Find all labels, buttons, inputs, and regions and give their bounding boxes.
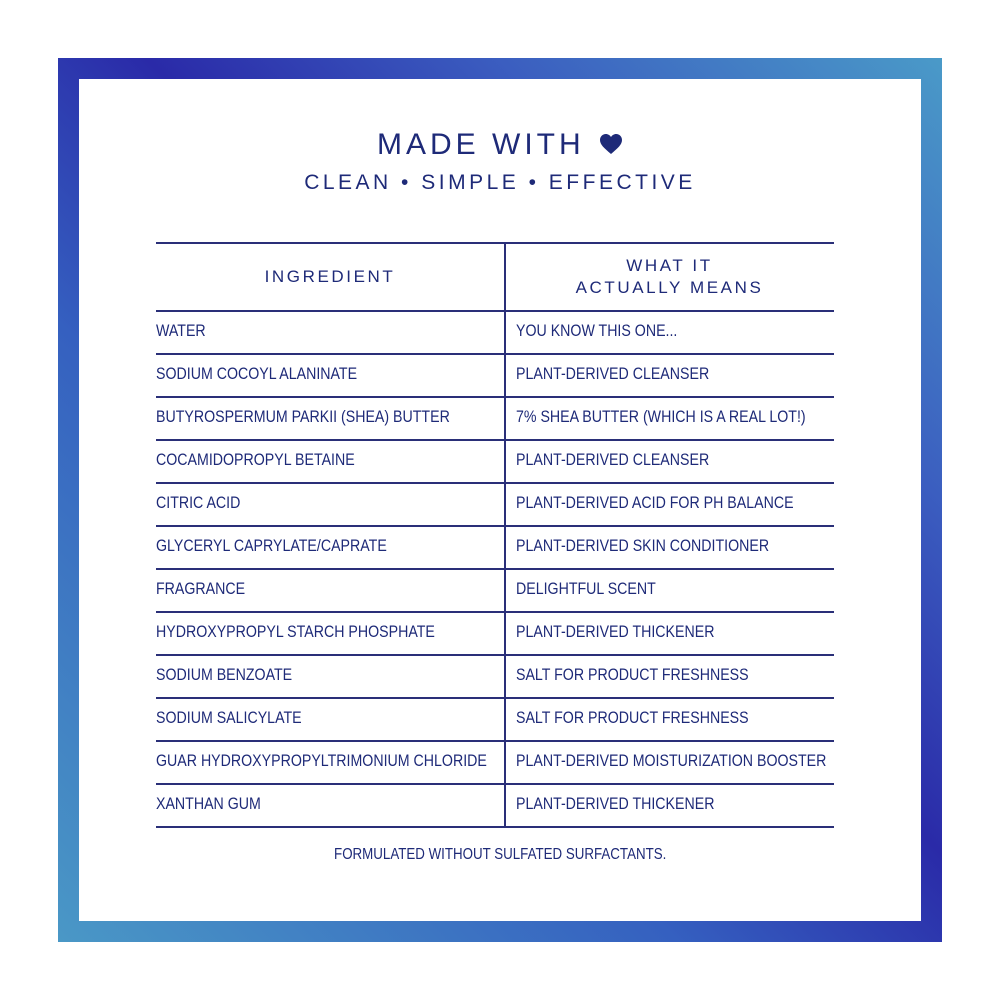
meaning-cell: YOU KNOW THIS ONE... xyxy=(516,322,678,340)
header-rule xyxy=(156,310,834,312)
ingredient-cell: SODIUM SALICYLATE xyxy=(156,709,302,727)
ingredient-cell: GUAR HYDROXYPROPYLTRIMONIUM CHLORIDE xyxy=(156,752,487,770)
ingredient-cell: COCAMIDOPROPYL BETAINE xyxy=(156,451,355,469)
row-rule xyxy=(156,611,834,613)
page-subtitle: CLEAN • SIMPLE • EFFECTIVE xyxy=(304,171,696,194)
row-rule xyxy=(156,525,834,527)
row-rule xyxy=(156,439,834,441)
meaning-cell: PLANT-DERIVED CLEANSER xyxy=(516,365,710,383)
ingredient-cell: GLYCERYL CAPRYLATE/CAPRATE xyxy=(156,537,387,555)
footer-note: FORMULATED WITHOUT SULFATED SURFACTANTS. xyxy=(333,846,667,863)
meaning-cell: PLANT-DERIVED ACID FOR PH BALANCE xyxy=(516,494,794,512)
meaning-cell: PLANT-DERIVED CLEANSER xyxy=(516,451,710,469)
ingredient-cell: HYDROXYPROPYL STARCH PHOSPHATE xyxy=(156,623,435,641)
ingredient-cell: SODIUM BENZOATE xyxy=(156,666,293,684)
row-rule xyxy=(156,353,834,355)
row-rule xyxy=(156,482,834,484)
page-title xyxy=(0,128,1000,163)
meaning-cell: SALT FOR PRODUCT FRESHNESS xyxy=(516,709,749,727)
table-top-rule xyxy=(156,242,834,244)
row-rule xyxy=(156,396,834,398)
ingredient-cell: BUTYROSPERMUM PARKII (SHEA) BUTTER xyxy=(156,408,450,426)
meaning-cell: PLANT-DERIVED SKIN CONDITIONER xyxy=(516,537,770,555)
row-rule xyxy=(156,654,834,656)
title-text: MADE WITH xyxy=(377,128,585,161)
row-rule xyxy=(156,783,834,785)
meaning-cell: PLANT-DERIVED THICKENER xyxy=(516,795,715,813)
ingredient-column-header: INGREDIENT xyxy=(264,267,396,286)
meaning-cell: PLANT-DERIVED MOISTURIZATION BOOSTER xyxy=(516,752,827,770)
row-rule xyxy=(156,568,834,570)
ingredient-cell: SODIUM COCOYL ALANINATE xyxy=(156,365,358,383)
meaning-cell: SALT FOR PRODUCT FRESHNESS xyxy=(516,666,749,684)
row-rule xyxy=(156,697,834,699)
meaning-column-header: WHAT IT ACTUALLY MEANS xyxy=(575,256,764,297)
ingredient-cell: CITRIC ACID xyxy=(156,494,241,512)
meaning-cell: DELIGHTFUL SCENT xyxy=(516,580,656,598)
ingredient-cell: WATER xyxy=(156,322,206,340)
row-rule xyxy=(156,826,834,828)
row-rule xyxy=(156,740,834,742)
ingredient-cell: FRAGRANCE xyxy=(156,580,246,598)
meaning-cell: 7% SHEA BUTTER (WHICH IS A REAL LOT!) xyxy=(516,408,806,426)
meaning-cell: PLANT-DERIVED THICKENER xyxy=(516,623,715,641)
heart-icon xyxy=(599,129,623,163)
ingredient-cell: XANTHAN GUM xyxy=(156,795,261,813)
